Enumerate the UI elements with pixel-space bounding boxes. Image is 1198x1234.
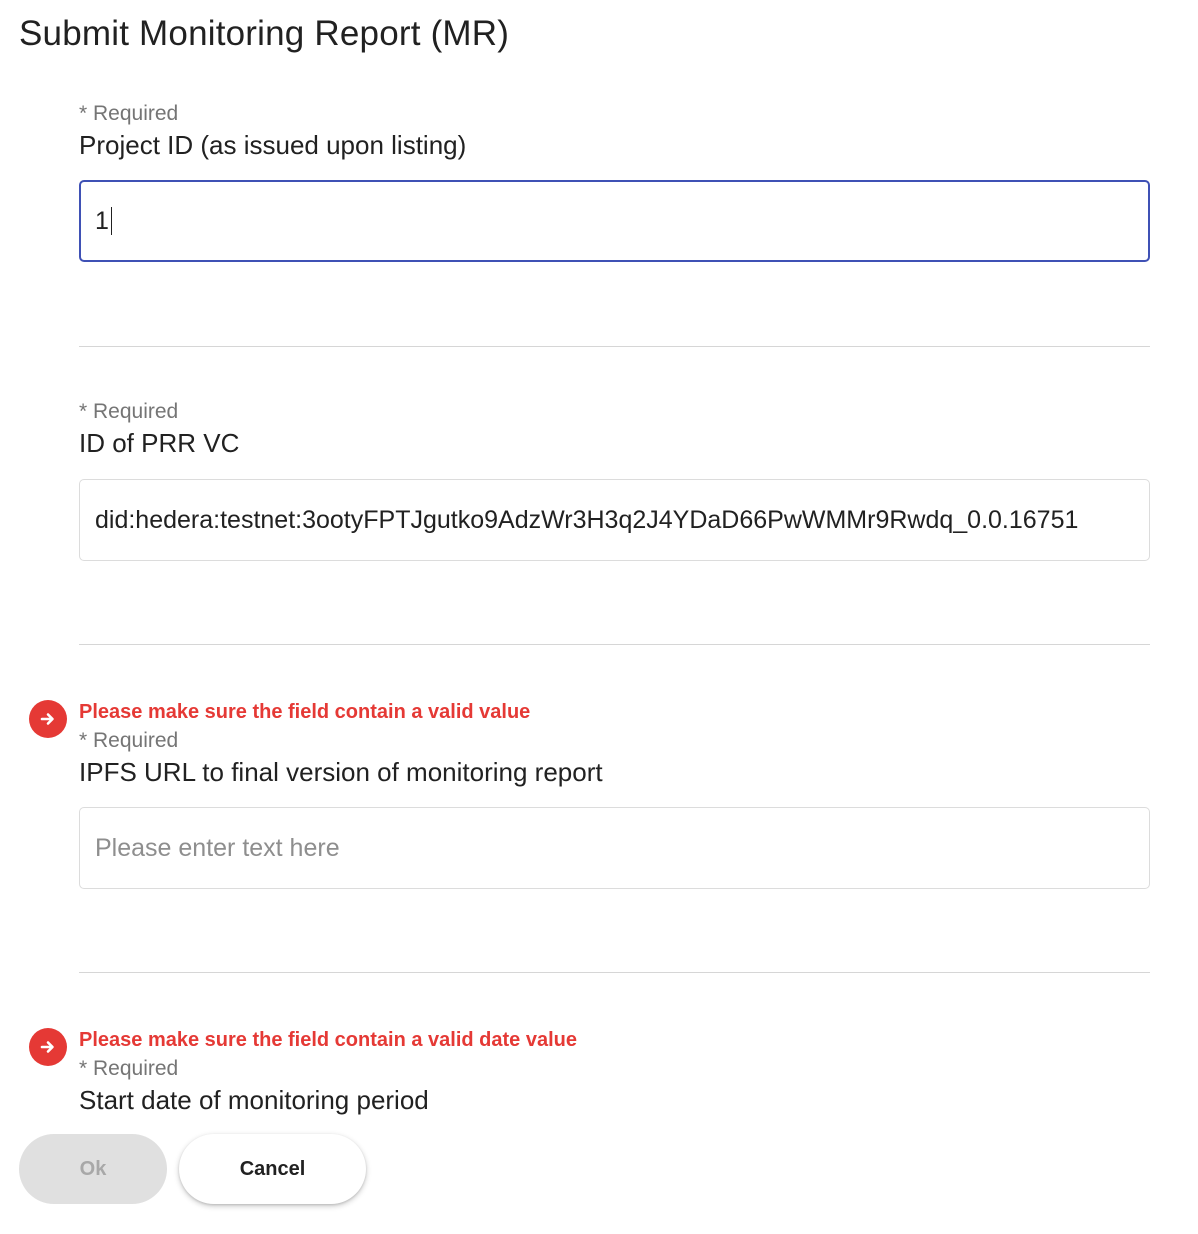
arrow-right-circle-icon: [29, 1028, 67, 1066]
validation-error-message: Please make sure the field contain a valid value: [79, 701, 531, 723]
input-value: did:hedera:testnet:3ootyFPTJgutko9AdzWr3H3q2J4YDaD66PwWMMr9Rwdq_0.0.16751: [95, 505, 1079, 534]
prr-vc-id-input[interactable]: [79, 479, 1150, 561]
input-placeholder: Please enter text here: [95, 833, 340, 862]
dialog-title: Submit Monitoring Report (MR): [19, 14, 510, 53]
prr-vc-id-field: [79, 399, 1150, 459]
required-indicator: * Required: [79, 729, 179, 752]
input-value: 1: [95, 206, 109, 235]
arrow-right-circle-icon: [29, 700, 67, 738]
required-indicator: * Required: [79, 102, 179, 125]
field-label: Project ID (as issued upon listing): [79, 130, 467, 160]
ipfs-url-field: [79, 728, 1150, 788]
ipfs-url-input[interactable]: [79, 807, 1150, 889]
start-date-field: [79, 1056, 1150, 1116]
field-label: ID of PRR VC: [79, 428, 240, 458]
text-caret: [111, 207, 113, 235]
field-divider: [79, 644, 1150, 645]
ok-button[interactable]: Ok: [19, 1134, 167, 1204]
validation-error-message: Please make sure the field contain a valid date value: [79, 1029, 577, 1051]
field-divider: [79, 346, 1150, 347]
required-indicator: * Required: [79, 400, 179, 423]
project-id-input[interactable]: [79, 180, 1150, 262]
project-id-field: [79, 101, 1150, 161]
cancel-button[interactable]: Cancel: [179, 1134, 366, 1204]
field-label: Start date of monitoring period: [79, 1085, 429, 1115]
required-indicator: * Required: [79, 1057, 179, 1080]
field-label: IPFS URL to final version of monitoring report: [79, 757, 603, 787]
field-divider: [79, 972, 1150, 973]
